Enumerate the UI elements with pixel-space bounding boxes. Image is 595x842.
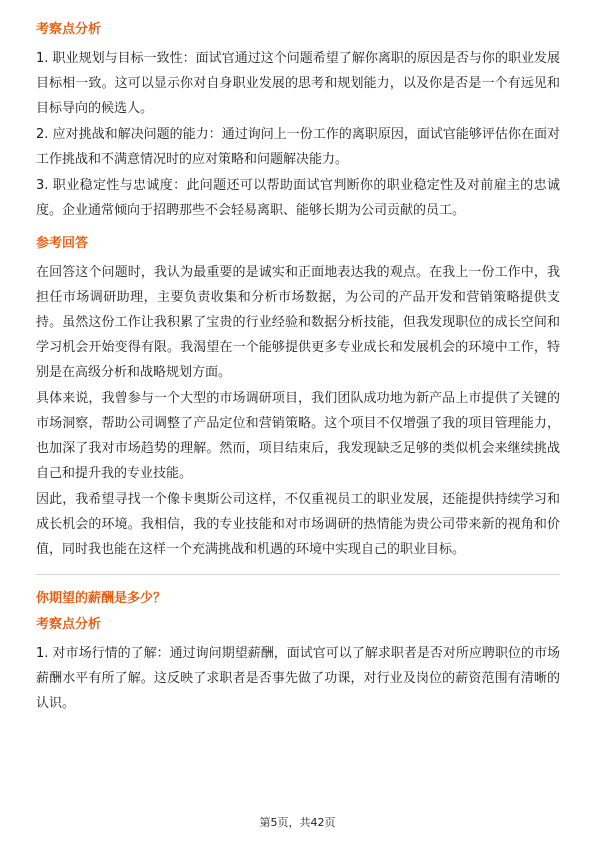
analysis-point-1: 1. 职业规划与目标一致性：面试官通过这个问题希望了解你离职的原因是否与你的职业发展目标相一致。这可以显示你对自身职业发展的思考和规划能力，以及你是否是一个有远见和目标导向的候选人。 [36,51,560,116]
section-heading-analysis: 考察点分析 [36,22,102,37]
spacer [36,224,560,234]
analysis-point-q2-1: 1. 对市场行情的了解：通过询问期望薪酬，面试官可以了解求职者是否对所应聘职位的市场薪酬水平有所了解。这反映了求职者是否事先做了功课，对行业及岗位的薪资范围有清晰的认识。 [36,646,560,711]
section-heading-analysis-2: 考察点分析 [36,617,102,632]
analysis-point-2: 2. 应对挑战和解决问题的能力：通过询问上一份工作的离职原因，面试官能够评估你在面对工作挑战和不满意情况时的应对策略和问题解决能力。 [36,127,560,167]
answer-paragraph-2: 具体来说，我曾参与一个大型的市场调研项目，我们团队成功地为新产品上市提供了关键的市场洞察，帮助公司调整了产品定位和营销策略。这个项目不仅增强了我的项目管理能力，也加深了我对市场趋势的理解。然而，项目结束后，我发现缺乏足够的类似机会来继续挑战自己和提升我的专业技能。 [36,391,560,481]
analysis-point-3: 3. 职业稳定性与忠诚度：此问题还可以帮助面试官判断你的职业稳定性及对前雇主的忠诚度。企业通常倾向于招聘那些不会轻易离职、能够长期为公司贡献的员工。 [36,178,560,218]
section-divider [36,574,560,575]
answer-paragraph-1: 在回答这个问题时，我认为最重要的是诚实和正面地表达我的观点。在我上一份工作中，我担任市场调研助理，主要负责收集和分析市场数据，为公司的产品开发和营销策略提供支持。虽然这份工作让我积累了宝贵的行业经验和数据分析技能，但我发现职位的成长空间和学习机会开始变得有限。我渴望在一个能够提供更多专业成长和发展机会的环境中工作，特别是在高级分析和战略规划方面。 [36,265,560,380]
page-content [36,20,560,717]
question-title: 你期望的薪酬是多少？ [36,591,167,606]
answer-paragraph-3: 因此，我希望寻找一个像卡奥斯公司这样，不仅重视员工的职业发展，还能提供持续学习和成长机会的环境。我相信，我的专业技能和对市场调研的热情能为贵公司带来新的视角和价值，同时我也能在这样一个充满挑战和机遇的环境中实现自己的职业目标。 [36,492,560,557]
section-heading-reference-answer: 参考回答 [36,236,89,251]
page-number: 第5页，共42页 [259,816,336,829]
